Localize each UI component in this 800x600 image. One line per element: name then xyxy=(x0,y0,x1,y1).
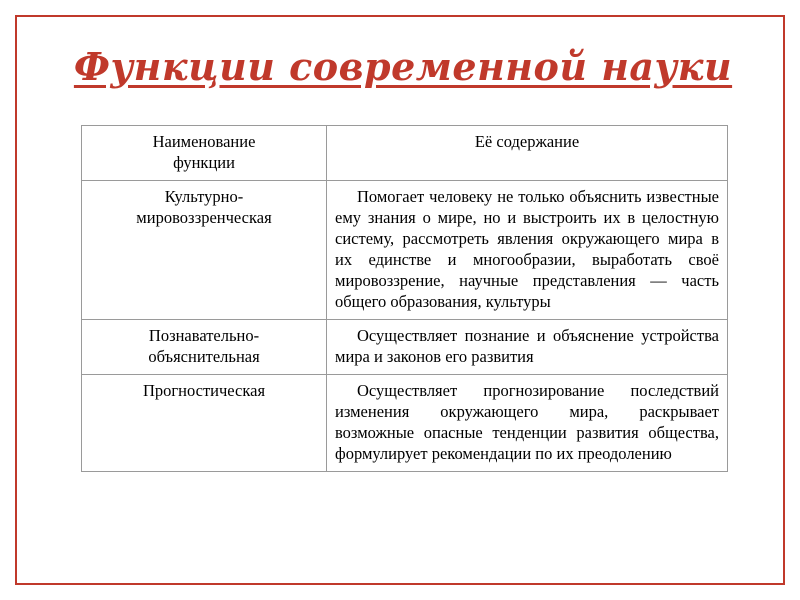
row-content-prognostic xyxy=(327,375,728,472)
row-name-cognitive xyxy=(82,320,327,375)
table-header-name-line2: функции xyxy=(173,153,235,172)
row-content-cognitive-text: Осуществляет познание и объяснение устройства мира и законов его развития xyxy=(335,326,719,366)
page-title: Функции современной науки xyxy=(73,44,733,89)
row-content-cognitive xyxy=(327,320,728,375)
table-header-row xyxy=(82,126,728,181)
row-content-cultural xyxy=(327,181,728,320)
row-name-cultural-line2: мировоззренческая xyxy=(136,208,272,227)
row-name-cognitive-line2: объяснительная xyxy=(148,347,260,366)
table-row xyxy=(82,181,728,320)
row-content-cultural-text: Помогает человеку не только объяснить известные ему знания о мире, но и выстроить их в целостную систему, рассмотреть явления окружающего мира в их единстве и многообразии, выработать своё мировоззрение, научные представления — часть общего образования, культуры xyxy=(335,187,719,311)
row-name-prognostic-line1: Прогностическая xyxy=(142,381,266,400)
table-header-name xyxy=(82,126,327,181)
table-header-content: Её содержание xyxy=(327,126,728,181)
table-header-name-line1: Наименование xyxy=(152,132,256,151)
row-content-prognostic-text: Осуществляет прогнозирование последствий изменения окружающего мира, раскрывает возможные опасные тенденции развития общества, формулирует рекомендации по их преодолению xyxy=(335,381,719,463)
row-name-prognostic xyxy=(82,375,327,472)
row-name-cultural-line1: Культурно- xyxy=(164,187,244,206)
table-row xyxy=(82,320,728,375)
row-name-cognitive-line1: Познавательно- xyxy=(148,326,260,345)
functions-table-container xyxy=(81,125,727,472)
functions-table xyxy=(81,125,728,472)
table-row xyxy=(82,375,728,472)
row-name-cultural xyxy=(82,181,327,320)
